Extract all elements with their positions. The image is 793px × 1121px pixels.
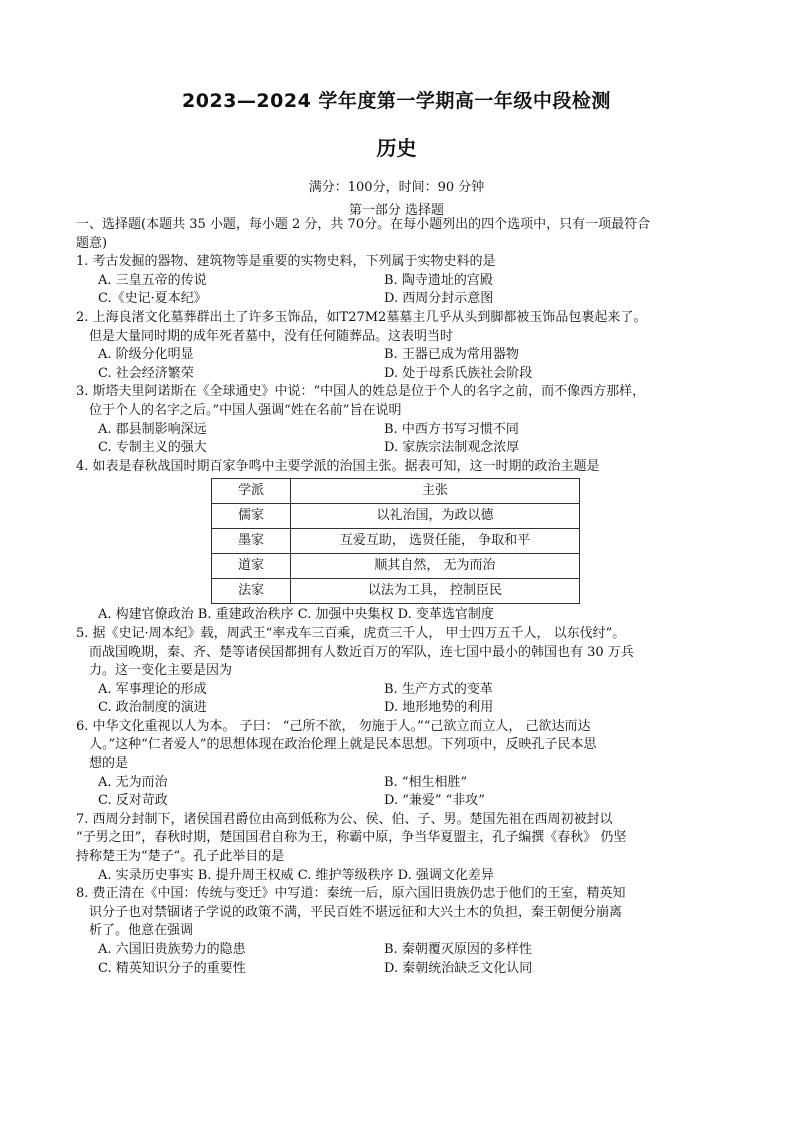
q3-options-row1 bbox=[76, 421, 736, 440]
q6-stem-3: 想的是 bbox=[89, 756, 129, 772]
q3-option-a[interactable]: A. 郡县制影响深远 bbox=[98, 421, 207, 437]
exam-title: 2023—2024 学年度第一学期高一年级中段检测 bbox=[182, 90, 611, 112]
question-body bbox=[76, 216, 736, 978]
table-header-school: 学派 bbox=[212, 479, 291, 504]
q8-option-b[interactable]: B. 秦朝覆灭原因的多样性 bbox=[384, 942, 532, 957]
q6-stem-1: 6. 中华文化重视以人为本。 子曰： “己所不欲， 勿施于人。”“己欲立而立人， 己欲达而达 bbox=[76, 718, 591, 734]
q6-option-a[interactable]: A. 无为而治 bbox=[98, 774, 168, 790]
q2-option-b[interactable]: B. 王器已成为常用器物 bbox=[384, 347, 519, 363]
q5-option-c[interactable]: C. 政治制度的演进 bbox=[98, 700, 207, 716]
schools-table bbox=[211, 478, 580, 604]
q3-option-c[interactable]: C. 专制主义的强大 bbox=[98, 440, 207, 456]
table-header-claim: 主张 bbox=[291, 479, 580, 504]
q3-option-b[interactable]: B. 中西方书写习惯不同 bbox=[384, 421, 519, 437]
q5-options-row2 bbox=[76, 699, 736, 718]
q5-option-b[interactable]: B. 生产方式的变革 bbox=[384, 681, 493, 697]
q8-stem-1: 8. 费正清在《中国：传统与变迁》中写道：秦统一后，原六国旧贵族仍忠于他们的王室，精英知 bbox=[76, 886, 626, 902]
q2-stem-1: 2. 上海良渚文化墓葬群出土了许多玉饰品，如T27M2墓墓主几乎从头到脚都被玉饰品包裹起来了。 bbox=[76, 309, 647, 325]
part-heading: 第一部分 选择题 bbox=[348, 203, 445, 218]
q7-options[interactable]: A. 实录历史事实 B. 提升周王权威 C. 维护等级秩序 D. 强调文化差异 bbox=[98, 867, 494, 883]
q3-option-d[interactable]: D. 家族宗法制观念浓厚 bbox=[384, 440, 520, 456]
q2-option-d[interactable]: D. 处于母系氏族社会阶段 bbox=[384, 365, 533, 381]
table-header-row bbox=[212, 479, 580, 504]
q6-stem-2: 人。”这种“仁者爱人”的思想体现在政治伦理上就是民本思想。下列项中，反映孔子民本思 bbox=[89, 737, 597, 753]
subject-title: 历史 bbox=[376, 136, 417, 160]
q5-options-row1 bbox=[76, 681, 736, 700]
q6-options-row2 bbox=[76, 792, 736, 811]
q6-option-b[interactable]: B. “相生相胜” bbox=[384, 774, 468, 790]
q8-options-row1 bbox=[76, 941, 736, 960]
table-cell-claim: 以法为工具， 控制臣民 bbox=[291, 579, 580, 604]
q1-option-b[interactable]: B. 陶寺遗址的宫殿 bbox=[384, 272, 493, 288]
q5-stem-1: 5. 据《史记·周本纪》载，周武王“率戎车三百乘，虎贲三千人， 甲士四万五千人， 以东伐纣”。 bbox=[76, 625, 626, 641]
q6-options-row1 bbox=[76, 774, 736, 793]
table-cell-school: 墨家 bbox=[212, 529, 291, 554]
q5-option-d[interactable]: D. 地形地势的利用 bbox=[384, 700, 494, 716]
table-cell-school: 法家 bbox=[212, 579, 291, 604]
q8-options-row2 bbox=[76, 960, 736, 979]
q7-stem-2: “子男之田”，春秋时期，楚国国君自称为王，称霸中原，争当华夏盟主，孔子编撰《春秋》 仍坚 bbox=[76, 830, 627, 846]
q5-option-a[interactable]: A. 军事理论的形成 bbox=[98, 681, 207, 697]
q8-option-d[interactable]: D. 秦朝统治缺乏文化认同 bbox=[384, 960, 533, 976]
q8-option-c[interactable]: C. 精英知识分子的重要性 bbox=[98, 960, 246, 976]
q8-stem-2: 识分子也对禁锢诸子学说的政策不满，平民百姓不堪远征和大兴土木的负担，秦王朝便分崩离 bbox=[89, 904, 623, 920]
q3-stem-2: 位于个人的名字之后。”中国人强调“姓在名前”旨在说明 bbox=[89, 402, 402, 418]
table-row bbox=[212, 529, 580, 554]
section-instruction-1: 一、选择题(本题共 35 小题，每小题 2 分，共 70分。在每小题列出的四个选项中，只有一项最符合 bbox=[76, 217, 651, 232]
table-row bbox=[212, 554, 580, 579]
q6-option-c[interactable]: C. 反对苛政 bbox=[98, 793, 168, 809]
q5-stem-2: 而战国晚期，秦、齐、楚等诸侯国都拥有人数近百万的军队，连七国中最小的韩国也有 30 万兵 bbox=[89, 644, 634, 660]
table-cell-school: 道家 bbox=[212, 554, 291, 579]
q4-stem: 4. 如表是春秋战国时期百家争鸣中主要学派的治国主张。据表可知，这一时期的政治主题是 bbox=[76, 458, 600, 474]
q1-option-a[interactable]: A. 三皇五帝的传说 bbox=[98, 272, 207, 288]
q7-stem-1: 7. 西周分封制下，诸侯国君爵位由高到低称为公、侯、伯、子、男。楚国先祖在西周初被封以 bbox=[76, 811, 613, 827]
q3-stem-1: 3. 斯塔夫里阿诺斯在《全球通史》中说：“中国人的姓总是位于个人的名字之前，而不像西方那样， bbox=[76, 384, 646, 400]
q2-stem-2: 但是大量同时期的成年死者墓中，没有任何随葬品。这表明当时 bbox=[89, 328, 454, 344]
q7-stem-3: 持称楚王为“楚子”。孔子此举目的是 bbox=[76, 849, 285, 865]
q1-option-c[interactable]: C.《史记·夏本纪》 bbox=[98, 291, 207, 307]
q4-options[interactable]: A. 构建官僚政治 B. 重建政治秩序 C. 加强中央集权 D. 变革选官制度 bbox=[98, 607, 494, 623]
q3-options-row2 bbox=[76, 439, 736, 458]
table-row bbox=[212, 579, 580, 604]
section-instruction-2: 题意) bbox=[76, 235, 108, 251]
q1-options-row2 bbox=[76, 290, 736, 309]
table-row bbox=[212, 504, 580, 529]
q5-stem-3: 力。这一变化主要是因为 bbox=[89, 663, 233, 679]
exam-meta: 满分：100分，时间：90 分钟 bbox=[308, 180, 485, 195]
q8-option-a[interactable]: A. 六国旧贵族势力的隐患 bbox=[98, 942, 246, 957]
table-cell-claim: 以礼治国，为政以德 bbox=[291, 504, 580, 529]
q2-options-row1 bbox=[76, 346, 736, 365]
q2-option-a[interactable]: A. 阶级分化明显 bbox=[98, 347, 194, 363]
q1-options-row1 bbox=[76, 272, 736, 291]
q1-option-d[interactable]: D. 西周分封示意图 bbox=[384, 291, 494, 307]
q6-option-d[interactable]: D. “兼爱” “非攻” bbox=[384, 793, 485, 809]
q8-stem-3: 析了。他意在强调 bbox=[89, 923, 194, 939]
q1-stem: 1. 考古发掘的器物、建筑物等是重要的实物史料，下列属于实物史料的是 bbox=[76, 254, 496, 270]
table-cell-school: 儒家 bbox=[212, 504, 291, 529]
table-cell-claim: 顺其自然， 无为而治 bbox=[291, 554, 580, 579]
table-cell-claim: 互爱互助， 选贤任能， 争取和平 bbox=[291, 529, 580, 554]
q2-option-c[interactable]: C. 社会经济繁荣 bbox=[98, 365, 194, 381]
q2-options-row2 bbox=[76, 365, 736, 384]
